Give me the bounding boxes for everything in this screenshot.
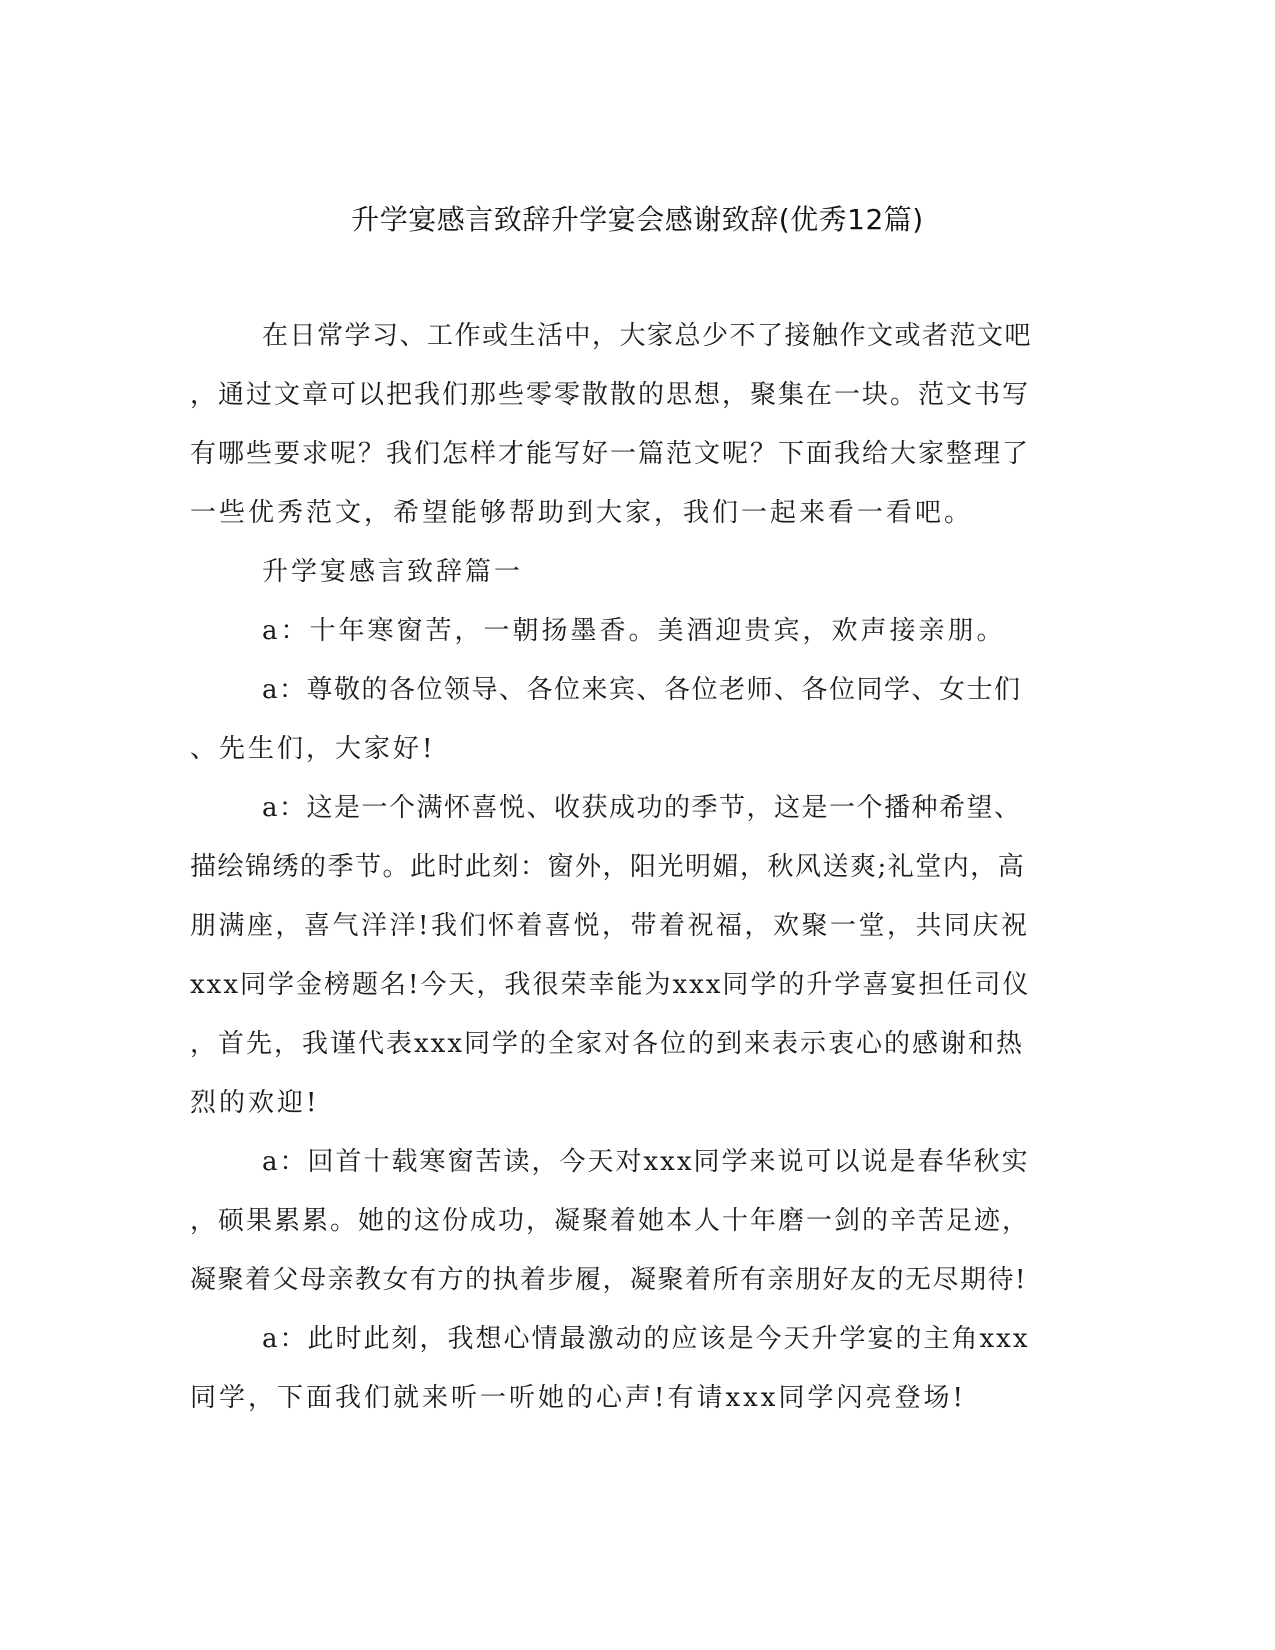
text-line: 烈的欢迎! <box>190 1088 320 1118</box>
text-line: 朋满座，喜气洋洋!我们怀着喜悦，带着祝福，欢聚一堂，共同庆祝 <box>190 911 1030 941</box>
text-line: 同学，下面我们就来听一听她的心声!有请xxx同学闪亮登场! <box>190 1383 966 1413</box>
text-line: a：此时此刻，我想心情最激动的应该是今天升学宴的主角xxx <box>262 1324 1030 1354</box>
text-line: ，硕果累累。她的这份成功，凝聚着她本人十年磨一剑的辛苦足迹， <box>190 1206 1031 1236</box>
text-line: ，通过文章可以把我们那些零零散散的思想，聚集在一块。范文书写 <box>190 380 1031 410</box>
text-line: a：回首十载寒窗苦读，今天对xxx同学来说可以说是春华秋实 <box>262 1147 1030 1177</box>
text-line: 一些优秀范文，希望能够帮助到大家，我们一起来看一看吧。 <box>190 498 974 528</box>
section-heading: 升学宴感言致辞篇一 <box>262 557 524 587</box>
text-line: 在日常学习、工作或生活中，大家总少不了接触作文或者范文吧 <box>262 321 1033 351</box>
text-line: xxx同学金榜题名!今天，我很荣幸能为xxx同学的升学喜宴担任司仪 <box>190 970 1031 1000</box>
text-line: 、先生们，大家好! <box>190 734 436 764</box>
text-line: 有哪些要求呢？我们怎样才能写好一篇范文呢？下面我给大家整理了 <box>190 439 1031 469</box>
text-line: a：这是一个满怀喜悦、收获成功的季节，这是一个播种希望、 <box>262 793 1022 823</box>
document-title: 升学宴感言致辞升学宴会感谢致辞(优秀12篇) <box>351 203 924 236</box>
text-line: a：十年寒窗苦，一朝扬墨香。美酒迎贵宾，欢声接亲朋。 <box>262 616 1006 646</box>
text-line: a：尊敬的各位领导、各位来宾、各位老师、各位同学、女士们 <box>262 675 1022 705</box>
text-line: ，首先，我谨代表xxx同学的全家对各位的到来表示衷心的感谢和热 <box>190 1029 1024 1059</box>
text-line: 凝聚着父母亲教女有方的执着步履，凝聚着所有亲朋好友的无尽期待! <box>190 1265 1027 1295</box>
text-line: 描绘锦绣的季节。此时此刻：窗外，阳光明媚，秋风送爽;礼堂内，高 <box>190 852 1026 882</box>
